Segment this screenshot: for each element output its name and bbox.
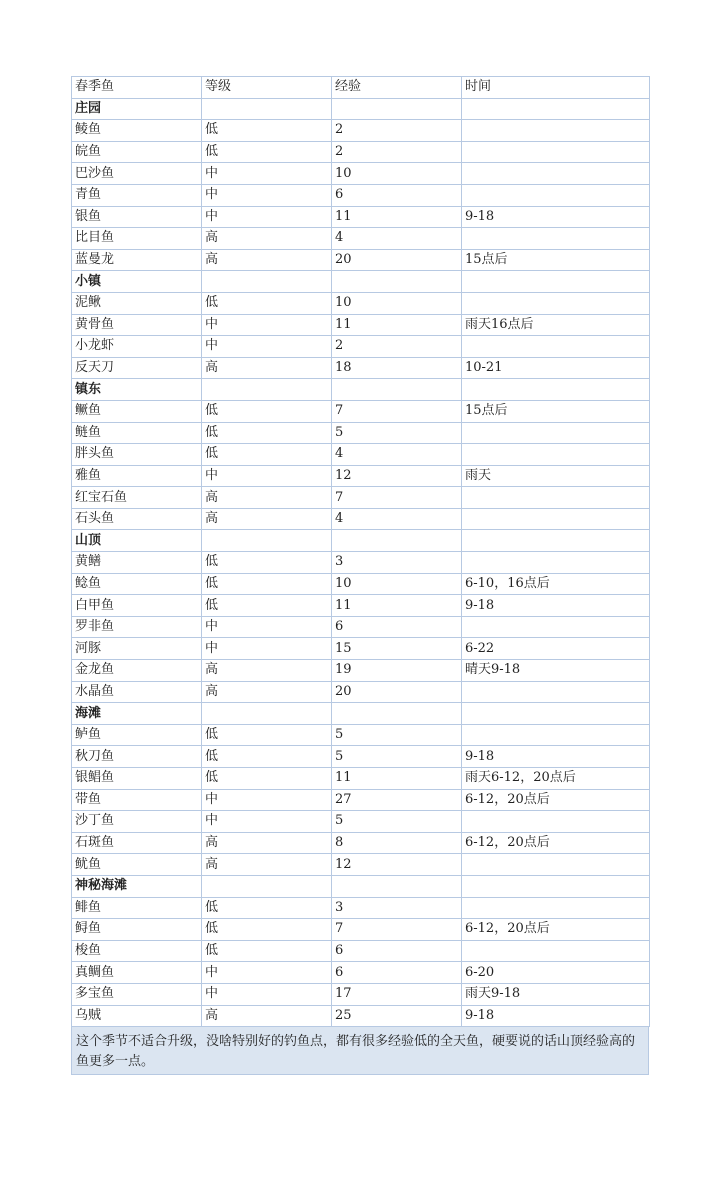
fish-level: 高 [202, 357, 332, 379]
fish-level: 中 [202, 163, 332, 185]
fish-exp: 12 [332, 465, 462, 487]
fish-row [72, 552, 650, 574]
fish-time [462, 724, 650, 746]
fish-row [72, 638, 650, 660]
fish-time [462, 681, 650, 703]
fish-time [462, 444, 650, 466]
fish-row [72, 724, 650, 746]
fish-row [72, 508, 650, 530]
fish-time: 9-18 [462, 206, 650, 228]
fish-name: 石斑鱼 [72, 832, 202, 854]
fish-level: 高 [202, 660, 332, 682]
fish-name: 黄骨鱼 [72, 314, 202, 336]
fish-level: 低 [202, 552, 332, 574]
fish-name: 银鱼 [72, 206, 202, 228]
empty-cell [332, 875, 462, 897]
section-row [72, 271, 650, 293]
fish-time [462, 228, 650, 250]
fish-row [72, 228, 650, 250]
fish-row [72, 616, 650, 638]
empty-cell [202, 98, 332, 120]
fish-level: 低 [202, 919, 332, 941]
empty-cell [332, 703, 462, 725]
fish-level: 中 [202, 616, 332, 638]
fish-time [462, 508, 650, 530]
fish-name: 白甲鱼 [72, 595, 202, 617]
section-title: 神秘海滩 [72, 875, 202, 897]
fish-row [72, 1005, 650, 1027]
fish-row [72, 832, 650, 854]
fish-name: 胖头鱼 [72, 444, 202, 466]
fish-level: 中 [202, 811, 332, 833]
fish-time [462, 811, 650, 833]
fish-time: 15点后 [462, 400, 650, 422]
fish-level: 中 [202, 184, 332, 206]
fish-time [462, 897, 650, 919]
fish-level: 中 [202, 314, 332, 336]
header-level: 等级 [202, 77, 332, 99]
section-title: 山顶 [72, 530, 202, 552]
empty-cell [332, 271, 462, 293]
fish-name: 鲱鱼 [72, 897, 202, 919]
empty-cell [462, 98, 650, 120]
fish-name: 巴沙鱼 [72, 163, 202, 185]
section-row [72, 379, 650, 401]
fish-exp: 2 [332, 120, 462, 142]
fish-row [72, 940, 650, 962]
empty-cell [462, 271, 650, 293]
fish-level: 中 [202, 962, 332, 984]
fish-name: 鲢鱼 [72, 422, 202, 444]
fish-time [462, 422, 650, 444]
header-time: 时间 [462, 77, 650, 99]
fish-time [462, 616, 650, 638]
fish-name: 鲮鱼 [72, 120, 202, 142]
fish-level: 低 [202, 897, 332, 919]
fish-name: 鲶鱼 [72, 573, 202, 595]
fish-level: 低 [202, 746, 332, 768]
fish-exp: 6 [332, 184, 462, 206]
fish-time: 9-18 [462, 1005, 650, 1027]
empty-cell [202, 875, 332, 897]
section-title: 小镇 [72, 271, 202, 293]
fish-row [72, 854, 650, 876]
fish-time: 6-12，20点后 [462, 832, 650, 854]
fish-name: 秋刀鱼 [72, 746, 202, 768]
fish-name: 多宝鱼 [72, 983, 202, 1005]
empty-cell [202, 703, 332, 725]
fish-level: 低 [202, 141, 332, 163]
fish-level: 高 [202, 832, 332, 854]
fish-exp: 19 [332, 660, 462, 682]
fish-name: 金龙鱼 [72, 660, 202, 682]
fish-exp: 10 [332, 292, 462, 314]
fish-row [72, 184, 650, 206]
fish-name: 河豚 [72, 638, 202, 660]
fish-row [72, 422, 650, 444]
fish-exp: 5 [332, 746, 462, 768]
fish-level: 中 [202, 638, 332, 660]
empty-cell [202, 530, 332, 552]
fish-level: 高 [202, 1005, 332, 1027]
fish-exp: 3 [332, 897, 462, 919]
fish-exp: 25 [332, 1005, 462, 1027]
fish-exp: 20 [332, 249, 462, 271]
fish-table [71, 76, 650, 1027]
fish-exp: 11 [332, 595, 462, 617]
fish-level: 高 [202, 854, 332, 876]
fish-row [72, 444, 650, 466]
fish-exp: 11 [332, 314, 462, 336]
section-title: 海滩 [72, 703, 202, 725]
fish-exp: 20 [332, 681, 462, 703]
empty-cell [462, 703, 650, 725]
fish-row [72, 163, 650, 185]
fish-level: 中 [202, 983, 332, 1005]
fish-row [72, 336, 650, 358]
fish-name: 蓝曼龙 [72, 249, 202, 271]
fish-time: 6-22 [462, 638, 650, 660]
header-row [72, 77, 650, 99]
header-exp: 经验 [332, 77, 462, 99]
empty-cell [202, 271, 332, 293]
fish-exp: 6 [332, 962, 462, 984]
fish-exp: 27 [332, 789, 462, 811]
fish-time: 9-18 [462, 595, 650, 617]
fish-exp: 18 [332, 357, 462, 379]
section-row [72, 530, 650, 552]
fish-time [462, 940, 650, 962]
fish-row [72, 768, 650, 790]
fish-row [72, 357, 650, 379]
fish-row [72, 120, 650, 142]
fish-time: 雨天 [462, 465, 650, 487]
fish-time: 10-21 [462, 357, 650, 379]
fish-time: 晴天9-18 [462, 660, 650, 682]
fish-exp: 15 [332, 638, 462, 660]
fish-exp: 6 [332, 940, 462, 962]
fish-name: 梭鱼 [72, 940, 202, 962]
fish-time: 15点后 [462, 249, 650, 271]
fish-exp: 10 [332, 163, 462, 185]
fish-level: 高 [202, 508, 332, 530]
fish-level: 低 [202, 120, 332, 142]
fish-time [462, 336, 650, 358]
fish-time: 9-18 [462, 746, 650, 768]
fish-exp: 4 [332, 228, 462, 250]
fish-level: 低 [202, 573, 332, 595]
empty-cell [462, 530, 650, 552]
season-note: 这个季节不适合升级，没啥特别好的钓鱼点，都有很多经验低的全天鱼，硬要说的话山顶经验高的鱼更多一点。 [71, 1027, 649, 1075]
fish-level: 低 [202, 940, 332, 962]
fish-name: 皖鱼 [72, 141, 202, 163]
fish-row [72, 292, 650, 314]
fish-name: 泥鳅 [72, 292, 202, 314]
fish-time: 雨天16点后 [462, 314, 650, 336]
empty-cell [332, 98, 462, 120]
fish-row [72, 660, 650, 682]
fish-name: 青鱼 [72, 184, 202, 206]
fish-row [72, 400, 650, 422]
fish-level: 高 [202, 681, 332, 703]
empty-cell [202, 379, 332, 401]
fish-time [462, 141, 650, 163]
empty-cell [332, 379, 462, 401]
fish-row [72, 206, 650, 228]
fish-row [72, 249, 650, 271]
fish-name: 鳜鱼 [72, 400, 202, 422]
section-row [72, 98, 650, 120]
fish-name: 沙丁鱼 [72, 811, 202, 833]
fish-row [72, 983, 650, 1005]
fish-time [462, 292, 650, 314]
fish-row [72, 897, 650, 919]
fish-time [462, 163, 650, 185]
fish-row [72, 465, 650, 487]
fish-row [72, 962, 650, 984]
fish-level: 高 [202, 487, 332, 509]
section-title: 庄园 [72, 98, 202, 120]
fish-level: 中 [202, 206, 332, 228]
fish-exp: 6 [332, 616, 462, 638]
fish-level: 低 [202, 595, 332, 617]
fish-row [72, 811, 650, 833]
fish-name: 鲟鱼 [72, 919, 202, 941]
fish-row [72, 141, 650, 163]
fish-time [462, 487, 650, 509]
fish-name: 比目鱼 [72, 228, 202, 250]
fish-time [462, 184, 650, 206]
section-title: 镇东 [72, 379, 202, 401]
fish-name: 水晶鱼 [72, 681, 202, 703]
fish-row [72, 746, 650, 768]
fish-name: 小龙虾 [72, 336, 202, 358]
fish-row [72, 314, 650, 336]
fish-exp: 7 [332, 400, 462, 422]
fish-row [72, 789, 650, 811]
fish-level: 中 [202, 465, 332, 487]
fish-row [72, 487, 650, 509]
fish-time: 6-12，20点后 [462, 789, 650, 811]
fish-name: 真鲷鱼 [72, 962, 202, 984]
empty-cell [462, 379, 650, 401]
fish-exp: 2 [332, 141, 462, 163]
fish-exp: 5 [332, 422, 462, 444]
fish-level: 低 [202, 768, 332, 790]
section-row [72, 875, 650, 897]
fish-time: 雨天9-18 [462, 983, 650, 1005]
fish-exp: 4 [332, 508, 462, 530]
fish-name: 石头鱼 [72, 508, 202, 530]
fish-exp: 5 [332, 811, 462, 833]
fish-exp: 5 [332, 724, 462, 746]
fish-name: 红宝石鱼 [72, 487, 202, 509]
fish-exp: 4 [332, 444, 462, 466]
fish-name: 带鱼 [72, 789, 202, 811]
fish-name: 乌贼 [72, 1005, 202, 1027]
fish-time: 6-10，16点后 [462, 573, 650, 595]
fish-level: 中 [202, 789, 332, 811]
fish-exp: 11 [332, 206, 462, 228]
section-row [72, 703, 650, 725]
fish-name: 反天刀 [72, 357, 202, 379]
fish-time: 6-20 [462, 962, 650, 984]
fish-name: 鱿鱼 [72, 854, 202, 876]
header-name: 春季鱼 [72, 77, 202, 99]
fish-name: 黄鳝 [72, 552, 202, 574]
empty-cell [332, 530, 462, 552]
fish-level: 中 [202, 336, 332, 358]
fish-row [72, 681, 650, 703]
fish-level: 高 [202, 249, 332, 271]
fish-exp: 12 [332, 854, 462, 876]
fish-name: 罗非鱼 [72, 616, 202, 638]
fish-exp: 7 [332, 919, 462, 941]
fish-row [72, 595, 650, 617]
fish-exp: 7 [332, 487, 462, 509]
fish-exp: 11 [332, 768, 462, 790]
fish-level: 低 [202, 724, 332, 746]
fish-exp: 2 [332, 336, 462, 358]
fish-time [462, 120, 650, 142]
fish-name: 雅鱼 [72, 465, 202, 487]
fish-name: 银鲳鱼 [72, 768, 202, 790]
fish-time: 6-12，20点后 [462, 919, 650, 941]
fish-level: 低 [202, 422, 332, 444]
fish-level: 低 [202, 444, 332, 466]
fish-time: 雨天6-12，20点后 [462, 768, 650, 790]
fish-sheet [71, 76, 649, 1075]
fish-time [462, 552, 650, 574]
fish-exp: 8 [332, 832, 462, 854]
fish-level: 高 [202, 228, 332, 250]
fish-exp: 3 [332, 552, 462, 574]
empty-cell [462, 875, 650, 897]
fish-row [72, 919, 650, 941]
fish-level: 低 [202, 292, 332, 314]
fish-time [462, 854, 650, 876]
fish-exp: 10 [332, 573, 462, 595]
fish-name: 鲈鱼 [72, 724, 202, 746]
fish-row [72, 573, 650, 595]
fish-exp: 17 [332, 983, 462, 1005]
fish-level: 低 [202, 400, 332, 422]
